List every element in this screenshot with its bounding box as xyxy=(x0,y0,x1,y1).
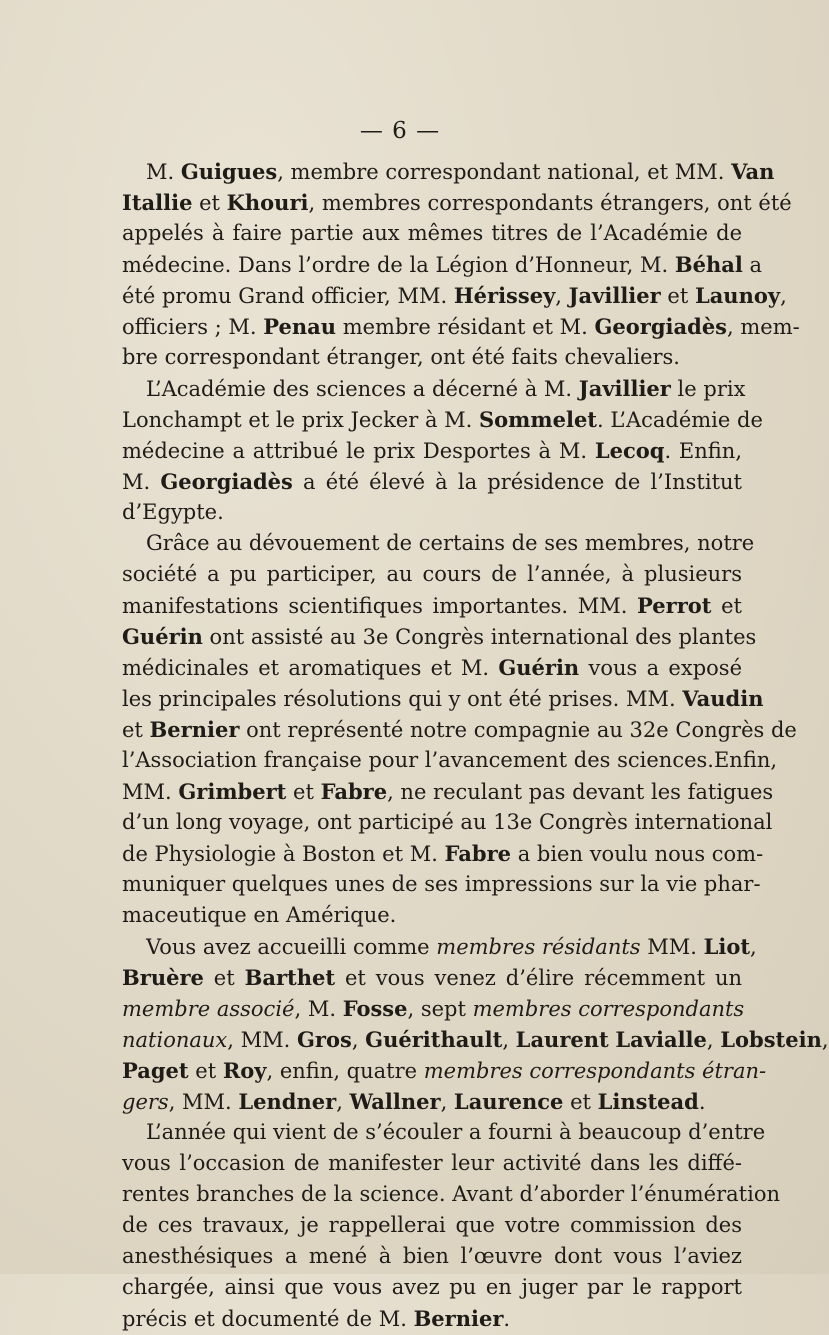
text-run: , xyxy=(555,284,569,308)
text-line xyxy=(122,1086,742,1117)
name-bold: Lavialle xyxy=(615,1027,707,1052)
text-run: médicinales et aromatiques et M. xyxy=(122,656,499,680)
text-line xyxy=(122,435,742,466)
text-run: précis et documenté de M. xyxy=(122,1307,414,1331)
name-bold: Bruère xyxy=(122,965,204,990)
text-run: , MM. xyxy=(227,1028,297,1052)
text-run: , xyxy=(750,935,757,959)
italic-term: membres résidants xyxy=(436,935,641,959)
text-run: d’Egypte. xyxy=(122,500,224,524)
text-line xyxy=(122,559,742,590)
text-line xyxy=(122,404,763,435)
text-run: Grâce au dévouement de certains de ses membres, notre xyxy=(146,531,755,555)
text-run: et xyxy=(563,1090,598,1114)
text-line xyxy=(122,187,792,218)
paragraph xyxy=(122,156,800,373)
text-run: officiers ; M. xyxy=(122,315,264,339)
text-line xyxy=(122,373,746,404)
text-line xyxy=(122,1148,742,1179)
text-run: et xyxy=(203,966,245,990)
text-run: a été élevé à la présidence de l’Institut xyxy=(292,470,742,494)
text-run: , MM. xyxy=(168,1090,239,1114)
paragraph xyxy=(122,931,829,1117)
text-line xyxy=(122,342,742,373)
text-run: et xyxy=(122,718,150,742)
text-run: ont représenté notre compagnie au 32e Congrès de xyxy=(239,718,797,742)
text-run: d’un long voyage, ont participé au 13e Congrès international xyxy=(122,810,773,834)
text-line xyxy=(122,869,761,900)
name-bold: Lobstein xyxy=(720,1027,822,1052)
text-run: vous a exposé xyxy=(579,656,742,680)
text-run: ont assisté au 3e Congrès international des plantes xyxy=(202,625,757,649)
name-bold: Vaudin xyxy=(682,686,764,711)
text-line xyxy=(122,900,742,931)
name-bold: Guigues xyxy=(180,159,278,184)
text-line xyxy=(122,807,773,838)
name-bold: Bernier xyxy=(149,717,240,742)
name-bold: Guérin xyxy=(122,624,203,649)
name-bold: Van xyxy=(731,159,775,184)
text-run: . xyxy=(503,1307,511,1331)
italic-term: gers xyxy=(122,1090,169,1114)
text-run: médecine a attribué le prix Desportes à M. xyxy=(122,439,595,463)
text-run: et xyxy=(711,594,742,618)
text-line xyxy=(122,156,775,187)
name-bold: Khouri xyxy=(226,190,309,215)
name-bold: Sommelet xyxy=(479,407,598,432)
name-bold: Itallie xyxy=(122,190,193,215)
text-line xyxy=(122,1117,766,1148)
text-run: , xyxy=(706,1028,721,1052)
name-bold: Javillier xyxy=(568,283,661,308)
text-line xyxy=(122,466,742,497)
name-bold: Guérin xyxy=(498,655,580,680)
name-bold: Béhal xyxy=(674,252,743,277)
text-run: médecine. Dans l’ordre de la Légion d’Honneur, M. xyxy=(122,253,675,277)
text-line xyxy=(122,1241,742,1272)
text-run: , xyxy=(440,1090,454,1114)
text-run: bre correspondant étranger, ont été faits chevaliers. xyxy=(122,345,680,369)
text-run: société a pu participer, au cours de l’année, à plusieurs xyxy=(122,562,742,586)
text-line xyxy=(122,249,763,280)
name-bold: Fosse xyxy=(342,996,408,1021)
text-run: M. xyxy=(146,160,181,184)
text-run: l’Association française pour l’avancement des sciences.Enfin, xyxy=(122,748,778,772)
name-bold: Linstead xyxy=(597,1089,699,1114)
italic-term: membres correspondants étran- xyxy=(423,1059,767,1083)
name-bold: Grimbert xyxy=(178,779,287,804)
text-line xyxy=(122,1210,742,1241)
text-run: et xyxy=(188,1059,223,1083)
text-line xyxy=(122,1272,742,1303)
text-line xyxy=(122,1055,767,1086)
name-bold: Lecoq xyxy=(594,438,665,463)
text-run: , xyxy=(780,284,787,308)
text-line xyxy=(122,590,742,621)
text-run: appelés à faire partie aux mêmes titres de l’Académie de xyxy=(122,221,742,245)
text-run: membre résidant et M. xyxy=(336,315,595,339)
name-bold: Perrot xyxy=(637,593,712,618)
name-bold: Roy xyxy=(222,1058,267,1083)
name-bold: Javillier xyxy=(578,376,671,401)
text-run: a xyxy=(742,253,763,277)
paragraph xyxy=(122,1117,780,1334)
text-run: le prix xyxy=(670,377,746,401)
name-bold: Barthet xyxy=(244,965,336,990)
text-run: , xyxy=(821,1028,829,1052)
paragraph xyxy=(122,373,763,528)
text-run: , sept xyxy=(407,997,473,1021)
text-run: Lonchampt et le prix Jecker à M. xyxy=(122,408,479,432)
text-line xyxy=(122,497,742,528)
page-number: — 6 — xyxy=(359,118,441,144)
body-text xyxy=(122,156,829,1334)
name-bold: Guérithault xyxy=(365,1027,503,1052)
text-line xyxy=(122,931,757,962)
name-bold: Laurent xyxy=(515,1027,609,1052)
italic-term: membre associé xyxy=(122,997,295,1021)
text-run: vous l’occasion de manifester leur activité dans les diffé- xyxy=(122,1151,742,1175)
text-run: de Physiologie à Boston et M. xyxy=(122,842,445,866)
name-bold: Paget xyxy=(122,1058,189,1083)
text-run: a bien voulu nous com- xyxy=(511,842,764,866)
text-line xyxy=(122,838,764,869)
text-run: muniquer quelques unes de ses impressions sur la vie phar- xyxy=(122,872,761,896)
name-bold: Gros xyxy=(296,1027,352,1052)
text-run: L’Académie des sciences a décerné à M. xyxy=(146,377,579,401)
text-run: , xyxy=(351,1028,366,1052)
text-run: , mem- xyxy=(727,315,800,339)
text-line xyxy=(122,528,755,559)
name-bold: Bernier xyxy=(413,1306,504,1331)
text-run: . xyxy=(698,1090,706,1114)
name-bold: Laurence xyxy=(453,1089,564,1114)
text-run: . L’Académie de xyxy=(597,408,763,432)
italic-term: membres correspondants xyxy=(472,997,745,1021)
text-run: et xyxy=(660,284,695,308)
name-bold: Fabre xyxy=(320,779,388,804)
text-run: , ne reculant pas devant les fatigues xyxy=(387,780,774,804)
name-bold: Launoy xyxy=(694,283,781,308)
text-run: L’année qui vient de s’écouler a fourni à beaucoup d’entre xyxy=(146,1120,766,1144)
text-line xyxy=(122,1303,742,1334)
text-line xyxy=(122,776,774,807)
text-run: , xyxy=(336,1090,350,1114)
name-bold: Penau xyxy=(263,314,337,339)
text-run: et xyxy=(192,191,227,215)
text-run: chargée, ainsi que vous avez pu en juger par le rapport xyxy=(122,1275,742,1299)
text-run: anesthésiques a mené à bien l’œuvre dont vous l’aviez xyxy=(122,1244,742,1268)
text-run: les principales résolutions qui y ont été prises. MM. xyxy=(122,687,683,711)
text-line xyxy=(122,218,742,249)
text-line xyxy=(122,311,800,342)
name-bold: Hérissey xyxy=(453,283,556,308)
text-run: et xyxy=(286,780,321,804)
italic-term: nationaux xyxy=(122,1028,228,1052)
text-run: . Enfin, xyxy=(664,439,742,463)
text-line xyxy=(122,621,757,652)
name-bold: Georgiadès xyxy=(160,469,293,494)
name-bold: Wallner xyxy=(349,1089,441,1114)
text-run: de ces travaux, je rappellerai que votre commission des xyxy=(122,1213,742,1237)
text-line xyxy=(122,280,787,311)
name-bold: Liot xyxy=(703,934,751,959)
text-run: rentes branches de la science. Avant d’aborder l’énumération xyxy=(122,1182,780,1206)
text-run: , enfin, quatre xyxy=(266,1059,424,1083)
text-line xyxy=(122,714,797,745)
text-run: MM. xyxy=(640,935,704,959)
text-run: MM. xyxy=(122,780,179,804)
text-line xyxy=(122,962,742,993)
name-bold: Lendner xyxy=(238,1089,337,1114)
name-bold: Fabre xyxy=(444,841,512,866)
text-run: , membre correspondant national, et MM. xyxy=(277,160,732,184)
text-line xyxy=(122,745,778,776)
text-run: été promu Grand officier, MM. xyxy=(122,284,454,308)
text-run: maceutique en Amérique. xyxy=(122,903,397,927)
text-run: M. xyxy=(122,470,161,494)
text-line xyxy=(122,652,742,683)
text-line xyxy=(122,993,745,1024)
text-run: manifestations scientifiques importantes. MM. xyxy=(122,594,638,618)
paragraph xyxy=(122,528,797,931)
text-line xyxy=(122,1024,829,1055)
text-run: , M. xyxy=(294,997,343,1021)
text-run: Vous avez accueilli comme xyxy=(146,935,437,959)
text-run: , membres correspondants étrangers, ont été xyxy=(308,191,792,215)
text-line xyxy=(122,683,764,714)
text-run: et vous venez d’élire récemment un xyxy=(335,966,743,990)
name-bold: Georgiadès xyxy=(594,314,728,339)
text-run: , xyxy=(502,1028,516,1052)
text-line xyxy=(122,1179,780,1210)
